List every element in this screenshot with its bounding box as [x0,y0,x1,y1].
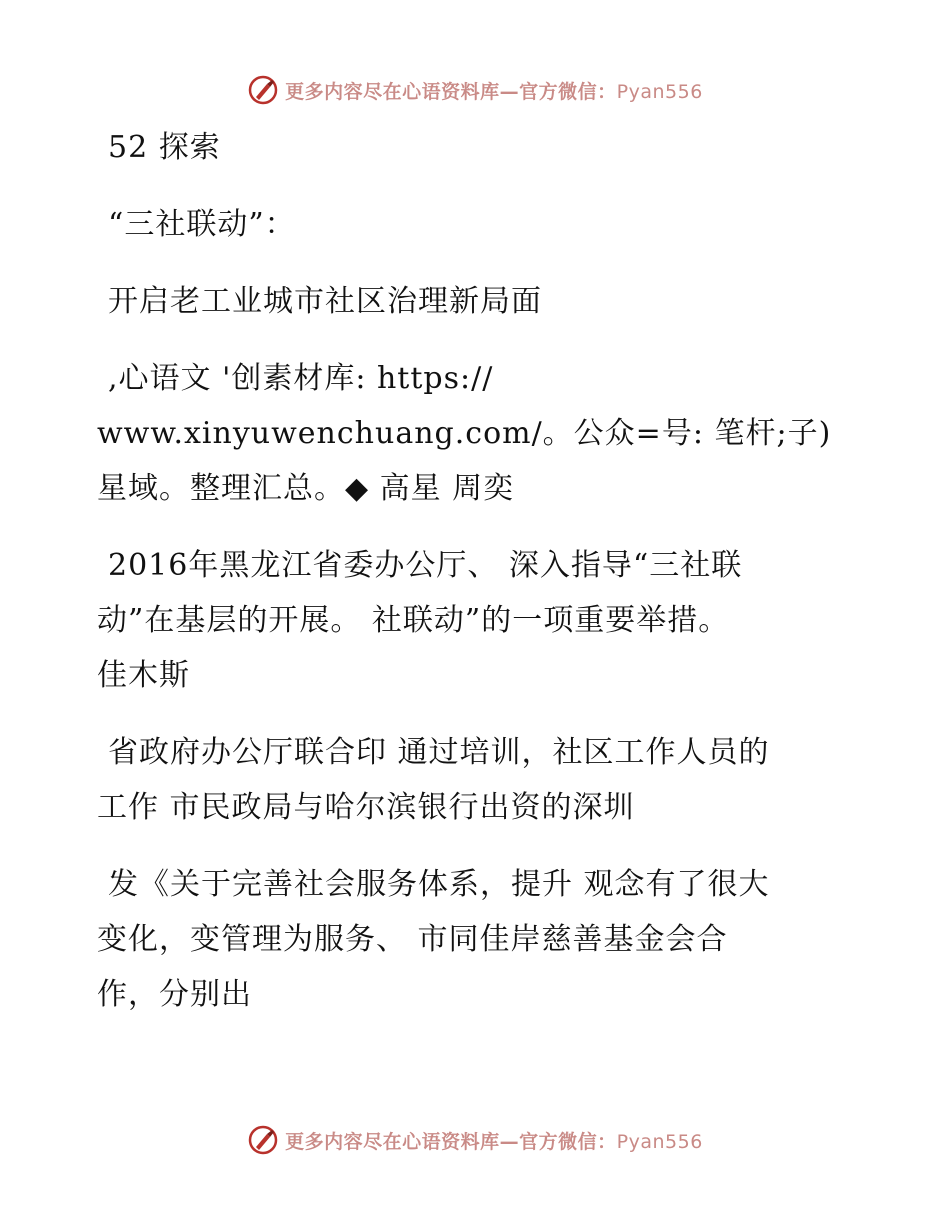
source-line-1: ,心语文 '创素材库: https:// [108,361,494,396]
paragraph-1-line-3: 佳木斯 [97,658,190,693]
pen-logo-icon [247,1124,279,1156]
paragraph-3-line-2: 变化，变管理为服务、 市同佳岸慈善基金会合 [97,922,728,957]
paragraph-2-line-2: 工作 市民政局与哈尔滨银行出资的深圳 [97,790,635,825]
source-line-2: www.xinyuwenchuang.com/。公众=号: 笔杆;子) [97,416,832,451]
article-title-line-1: “三社联动”： [108,207,296,242]
paragraph-2-line-1: 省政府办公厅联合印 通过培训，社区工作人员的 [108,735,770,770]
paragraph-3-line-3: 作，分别出 [97,977,252,1012]
paragraph-1-line-1: 2016年黑龙江省委办公厅、 深入指导“三社联 [108,548,743,583]
header-wechat-id: Pyan556 [616,80,703,103]
header-banner-text: 更多内容尽在心语资料库—官方微信：Pyan556 [285,80,703,103]
article-title-line-2: 开启老工业城市社区治理新局面 [108,284,542,319]
document-body [97,120,857,1022]
footer-banner-text: 更多内容尽在心语资料库—官方微信：Pyan556 [285,1130,703,1153]
paragraph-3-line-1: 发《关于完善社会服务体系，提升 观念有了很大 [108,867,770,902]
footer-banner [0,1120,950,1160]
header-banner [0,70,950,110]
footer-wechat-id: Pyan556 [616,1130,703,1153]
section-title: 52 探索 [108,130,221,165]
pen-logo-icon [247,74,279,106]
paragraph-1-line-2: 动”在基层的开展。 社联动”的一项重要举措。 [97,603,730,638]
source-line-3: 星域。整理汇总。◆ 高星 周奕 [97,471,515,506]
